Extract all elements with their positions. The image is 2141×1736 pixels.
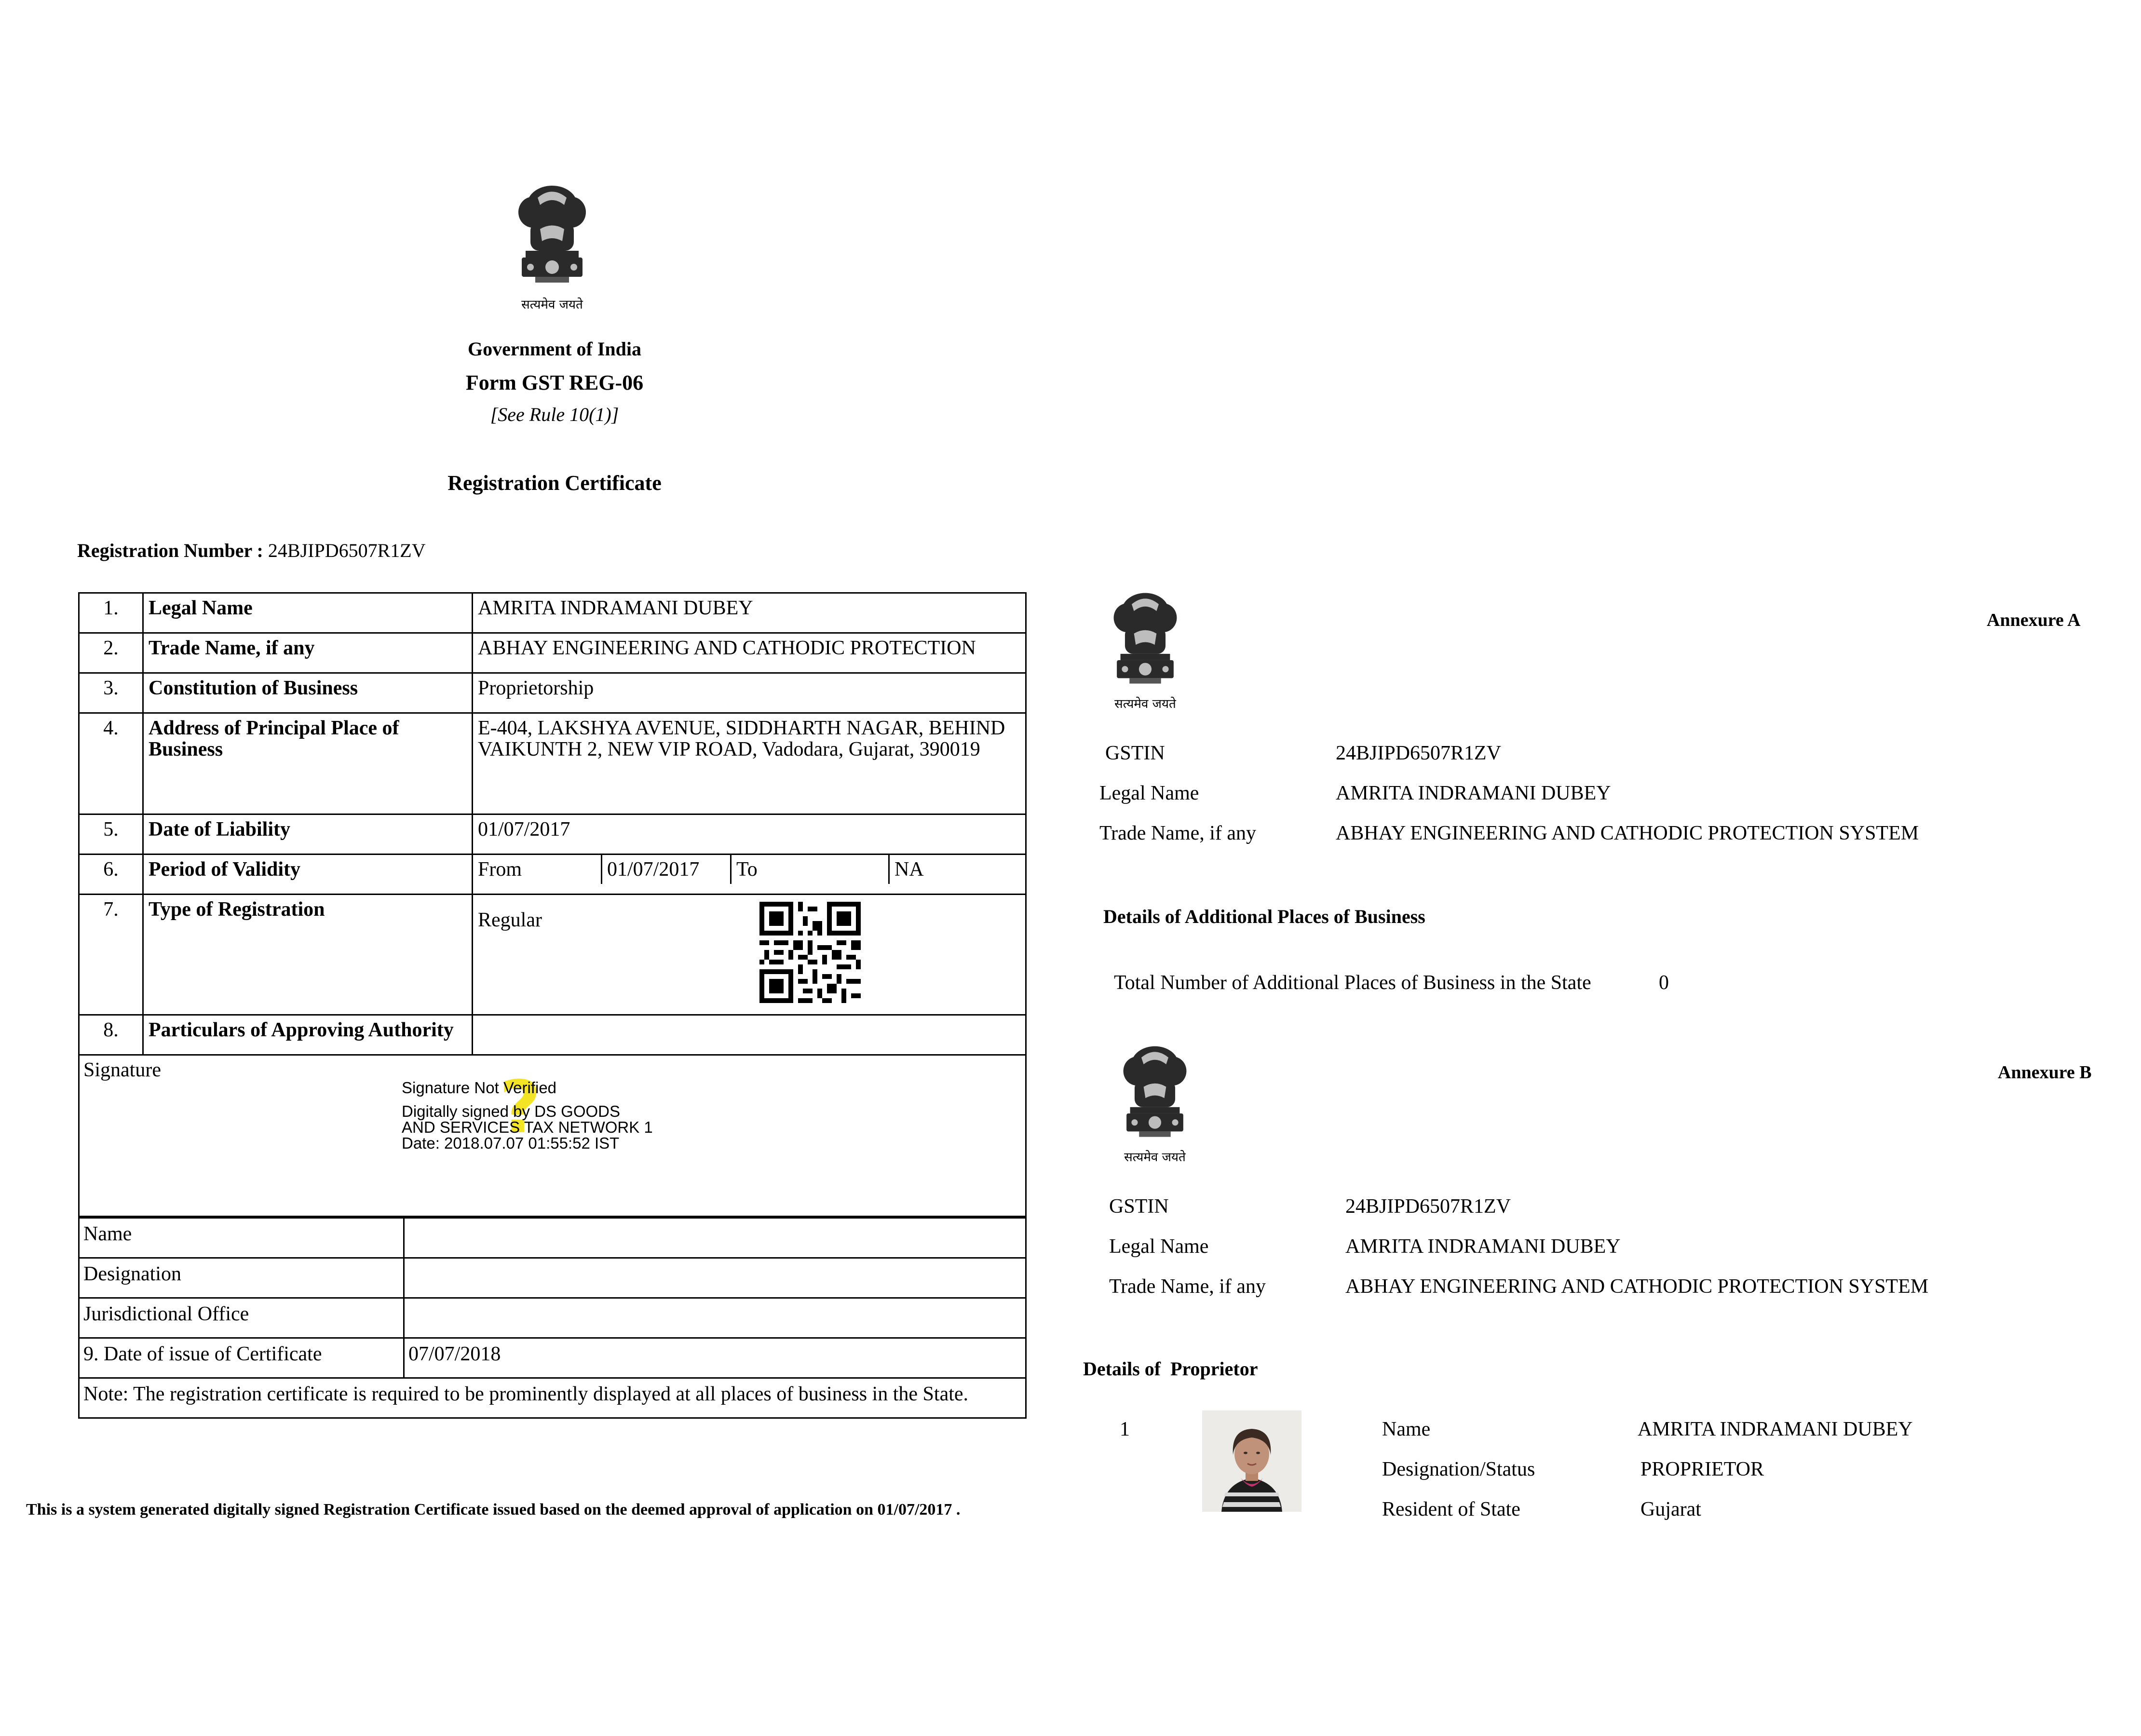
validity-period bbox=[473, 854, 1026, 895]
table-row bbox=[79, 593, 1026, 633]
proprietor-section-title: Details of Proprietor bbox=[1083, 1358, 1258, 1380]
row-value bbox=[404, 1258, 1026, 1298]
table-row bbox=[79, 1258, 1026, 1298]
row-number: 5. bbox=[79, 814, 143, 854]
row-label: Trade Name, if any bbox=[143, 633, 473, 673]
row-label: Constitution of Business bbox=[143, 673, 473, 713]
emblem-motto: सत्यमेव जयते bbox=[521, 298, 583, 312]
table-row bbox=[79, 713, 1026, 814]
authority-table bbox=[78, 1217, 1027, 1419]
table-row bbox=[79, 1378, 1026, 1418]
row-number: 8. bbox=[79, 1015, 143, 1055]
table-row bbox=[79, 1338, 1026, 1378]
annexure-b-legal-value: AMRITA INDRAMANI DUBEY bbox=[1345, 1235, 1621, 1258]
emblem-motto: सत्यमेव जयते bbox=[1114, 697, 1176, 711]
digital-signature-block bbox=[402, 1080, 653, 1151]
row-label: Jurisdictional Office bbox=[79, 1298, 404, 1338]
row-label: Particulars of Approving Authority bbox=[143, 1015, 473, 1055]
annexure-a-trade-value: ABHAY ENGINEERING AND CATHODIC PROTECTION SYSTEM bbox=[1336, 822, 1919, 844]
additional-places-value: 0 bbox=[1659, 972, 1669, 994]
row-number: 1. bbox=[79, 593, 143, 633]
registration-number-label: Registration Number : bbox=[77, 540, 263, 561]
proprietor-designation-label: Designation/Status bbox=[1382, 1458, 1535, 1480]
signature-line-3: Date: 2018.07.07 01:55:52 IST bbox=[402, 1134, 620, 1152]
row-number: 4. bbox=[79, 713, 143, 814]
row-number: 3. bbox=[79, 673, 143, 713]
row-value bbox=[404, 1218, 1026, 1258]
certificate-table bbox=[78, 592, 1027, 1217]
validity-to-label: To bbox=[731, 855, 889, 884]
table-row bbox=[79, 1298, 1026, 1338]
proprietor-name-label: Name bbox=[1382, 1418, 1431, 1440]
national-emblem-icon bbox=[1107, 591, 1184, 712]
proprietor-resident-label: Resident of State bbox=[1382, 1498, 1520, 1520]
proprietor-name-value: AMRITA INDRAMANI DUBEY bbox=[1638, 1418, 1913, 1440]
proprietor-photo bbox=[1202, 1410, 1301, 1512]
registration-number bbox=[77, 539, 426, 562]
form-title: Form GST REG-06 bbox=[465, 371, 644, 394]
proprietor-designation-value: PROPRIETOR bbox=[1640, 1458, 1764, 1480]
annexure-a-legal-label: Legal Name bbox=[1099, 782, 1199, 804]
signature-line-2: AND SERVICES TAX NETWORK 1 bbox=[402, 1118, 653, 1136]
row-value: 07/07/2018 bbox=[404, 1338, 1026, 1378]
proprietor-index: 1 bbox=[1120, 1418, 1130, 1440]
row-label: Date of Liability bbox=[143, 814, 473, 854]
additional-places-title: Details of Additional Places of Business bbox=[1103, 906, 1425, 927]
rule-reference: [See Rule 10(1)] bbox=[490, 404, 619, 425]
table-row bbox=[79, 633, 1026, 673]
row-value bbox=[404, 1298, 1026, 1338]
row-value: AMRITA INDRAMANI DUBEY bbox=[473, 593, 1026, 633]
government-title: Government of India bbox=[468, 338, 641, 360]
row-value: Proprietorship bbox=[473, 673, 1026, 713]
validity-to-value: NA bbox=[894, 858, 924, 881]
row-value: E-404, LAKSHYA AVENUE, SIDDHARTH NAGAR, BEHIND VAIKUNTH 2, NEW VIP ROAD, Vadodara, Gujarat, 390019 bbox=[473, 713, 1026, 814]
row-value: ABHAY ENGINEERING AND CATHODIC PROTECTION bbox=[473, 633, 1026, 673]
annexure-b-trade-value: ABHAY ENGINEERING AND CATHODIC PROTECTION SYSTEM bbox=[1345, 1275, 1929, 1298]
national-emblem-icon bbox=[511, 183, 593, 312]
row-label: Address of Principal Place of Business bbox=[143, 713, 473, 814]
annexure-a-trade-label: Trade Name, if any bbox=[1099, 822, 1257, 844]
annexure-b-gstin-value: 24BJIPD6507R1ZV bbox=[1345, 1195, 1511, 1218]
row-number: 6. bbox=[79, 854, 143, 895]
row-number: 7. bbox=[79, 895, 143, 1015]
row-label: Legal Name bbox=[143, 593, 473, 633]
signature-status-icon: ? bbox=[499, 1066, 542, 1150]
annexure-b-trade-label: Trade Name, if any bbox=[1109, 1275, 1266, 1298]
certificate-title: Registration Certificate bbox=[447, 471, 662, 495]
signature-row bbox=[79, 1055, 1026, 1217]
validity-from-label: From bbox=[473, 855, 602, 884]
table-row bbox=[79, 854, 1026, 895]
validity-from-value: 01/07/2017 bbox=[602, 855, 731, 884]
table-row bbox=[79, 814, 1026, 854]
additional-places-label: Total Number of Additional Places of Business in the State bbox=[1114, 972, 1591, 994]
row-value bbox=[473, 1015, 1026, 1055]
row-number: 2. bbox=[79, 633, 143, 673]
table-row bbox=[79, 895, 1026, 1015]
row-label: Name bbox=[79, 1218, 404, 1258]
signature-line-1: Digitally signed by DS GOODS bbox=[402, 1102, 620, 1120]
annexure-a-gstin-value: 24BJIPD6507R1ZV bbox=[1336, 742, 1502, 764]
proprietor-resident-value: Gujarat bbox=[1640, 1498, 1701, 1520]
annexure-a-title: Annexure A bbox=[1987, 610, 2081, 630]
row-value: Regular bbox=[478, 909, 542, 931]
annexure-b-title: Annexure B bbox=[1998, 1062, 2092, 1083]
table-row bbox=[79, 1015, 1026, 1055]
annexure-b-gstin-label: GSTIN bbox=[1109, 1195, 1169, 1218]
footer-statement: This is a system generated digitally signed Registration Certificate issued based on the deemed approval of application on 01/07/2017 . bbox=[26, 1501, 961, 1519]
signature-status: Signature Not Verified bbox=[402, 1079, 557, 1097]
row-label: Type of Registration bbox=[143, 895, 473, 1015]
signature-cell bbox=[79, 1055, 1026, 1217]
table-row bbox=[79, 673, 1026, 713]
row-value: 01/07/2017 bbox=[473, 814, 1026, 854]
emblem-motto: सत्यमेव जयते bbox=[1124, 1150, 1186, 1165]
table-row bbox=[79, 1218, 1026, 1258]
registration-type-cell bbox=[473, 895, 1026, 1015]
certificate-note: Note: The registration certificate is required to be prominently displayed at all places of business in the State. bbox=[79, 1378, 1026, 1418]
qr-code-icon bbox=[759, 902, 861, 1003]
annexure-a-gstin-label: GSTIN bbox=[1105, 742, 1165, 764]
registration-number-value: 24BJIPD6507R1ZV bbox=[268, 540, 426, 561]
row-label: Designation bbox=[79, 1258, 404, 1298]
annexure-a-legal-value: AMRITA INDRAMANI DUBEY bbox=[1336, 782, 1611, 804]
row-label: 9. Date of issue of Certificate bbox=[79, 1338, 404, 1378]
row-label: Period of Validity bbox=[143, 854, 473, 895]
annexure-b-legal-label: Legal Name bbox=[1109, 1235, 1209, 1258]
national-emblem-icon bbox=[1116, 1044, 1193, 1165]
signature-label: Signature bbox=[83, 1059, 161, 1081]
